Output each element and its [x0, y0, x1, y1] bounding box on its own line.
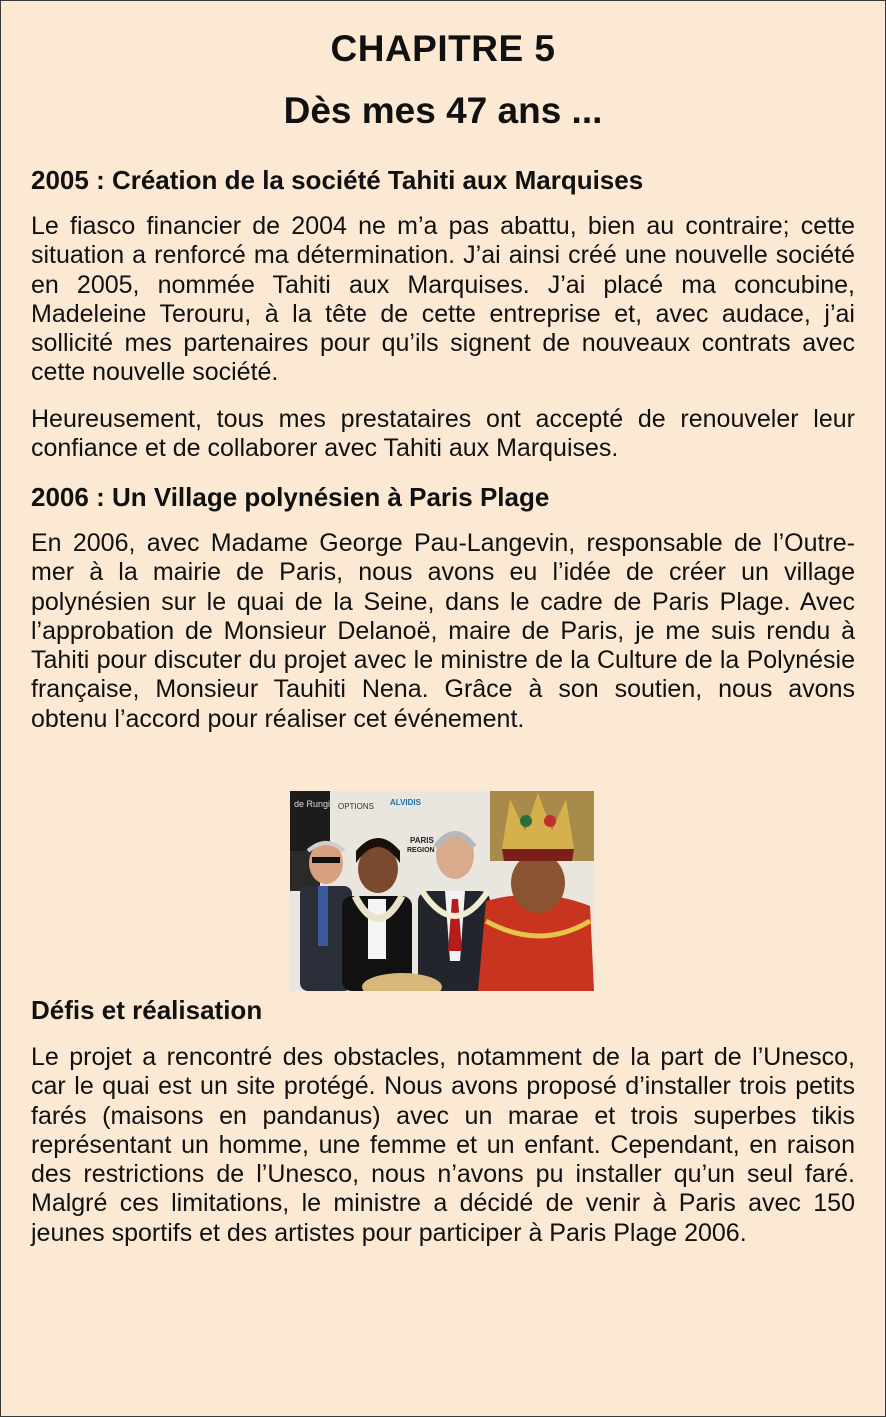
section-heading-2006: 2006 : Un Village polynésien à Paris Plage [31, 482, 550, 512]
backdrop-sponsor-options: OPTIONS [338, 802, 375, 811]
event-photo [290, 791, 594, 991]
section-heading-defis: Défis et réalisation [31, 995, 263, 1025]
chapter-title: Dès mes 47 ans ... [283, 90, 603, 131]
backdrop-sponsor-alvidis: ALVIDIS [390, 798, 421, 807]
section-heading-2005: 2005 : Création de la société Tahiti aux Marquises [31, 165, 644, 195]
paragraph-2006: En 2006, avec Madame George Pau-Langevin, responsable de l’Outre-mer à la mairie de Paris, nous avons eu l’idée de créer un village polynésien sur le quai de la Seine, dans le cadre de Paris Plage. Avec l’approbation de Monsieur Delanoë, maire de Paris, je me suis rendu à Tahiti pour discuter du projet avec le ministre de la Culture de la Polynésie française, Monsieur Tauhiti Nena. Grâce à son soutien, nous avons obtenu l’accord pour réaliser cet événement. [31, 529, 855, 733]
backdrop-sponsor-rungis: de Rungis [294, 799, 335, 809]
chapter-number: CHAPITRE 5 [330, 28, 556, 69]
backdrop-paris: PARIS [410, 836, 434, 845]
paragraph-2005-2: Heureusement, tous mes prestataires ont accepté de renouveler leur confiance et de collaborer avec Tahiti aux Marquises. [31, 405, 855, 463]
backdrop-region: REGION [407, 847, 435, 854]
paragraph-2005-1: Le fiasco financier de 2004 ne m’a pas abattu, bien au contraire; cette situation a renforcé ma détermination. J’ai ainsi créé une nouvelle société en 2005, nommée Tahiti aux Marquises. J’ai placé ma concubine, Madeleine Terouru, à la tête de cette entreprise et, avec audace, j’ai sollicité mes partenaires pour qu’ils signent de nouveaux contrats avec cette nouvelle société. [31, 212, 855, 387]
paragraph-defis: Le projet a rencontré des obstacles, notamment de la part de l’Unesco, car le quai est un site protégé. Nous avons proposé d’installer trois petits farés (maisons en pandanus) avec un marae et trois superbes tikis représentant un homme, une femme et un enfant. Cependant, en raison des restrictions de l’Unesco, nous n’avons pu installer qu’un seul faré. Malgré ces limitations, le ministre a décidé de venir à Paris avec 150 jeunes sportifs et des artistes pour participer à Paris Plage 2006. [31, 1043, 855, 1247]
